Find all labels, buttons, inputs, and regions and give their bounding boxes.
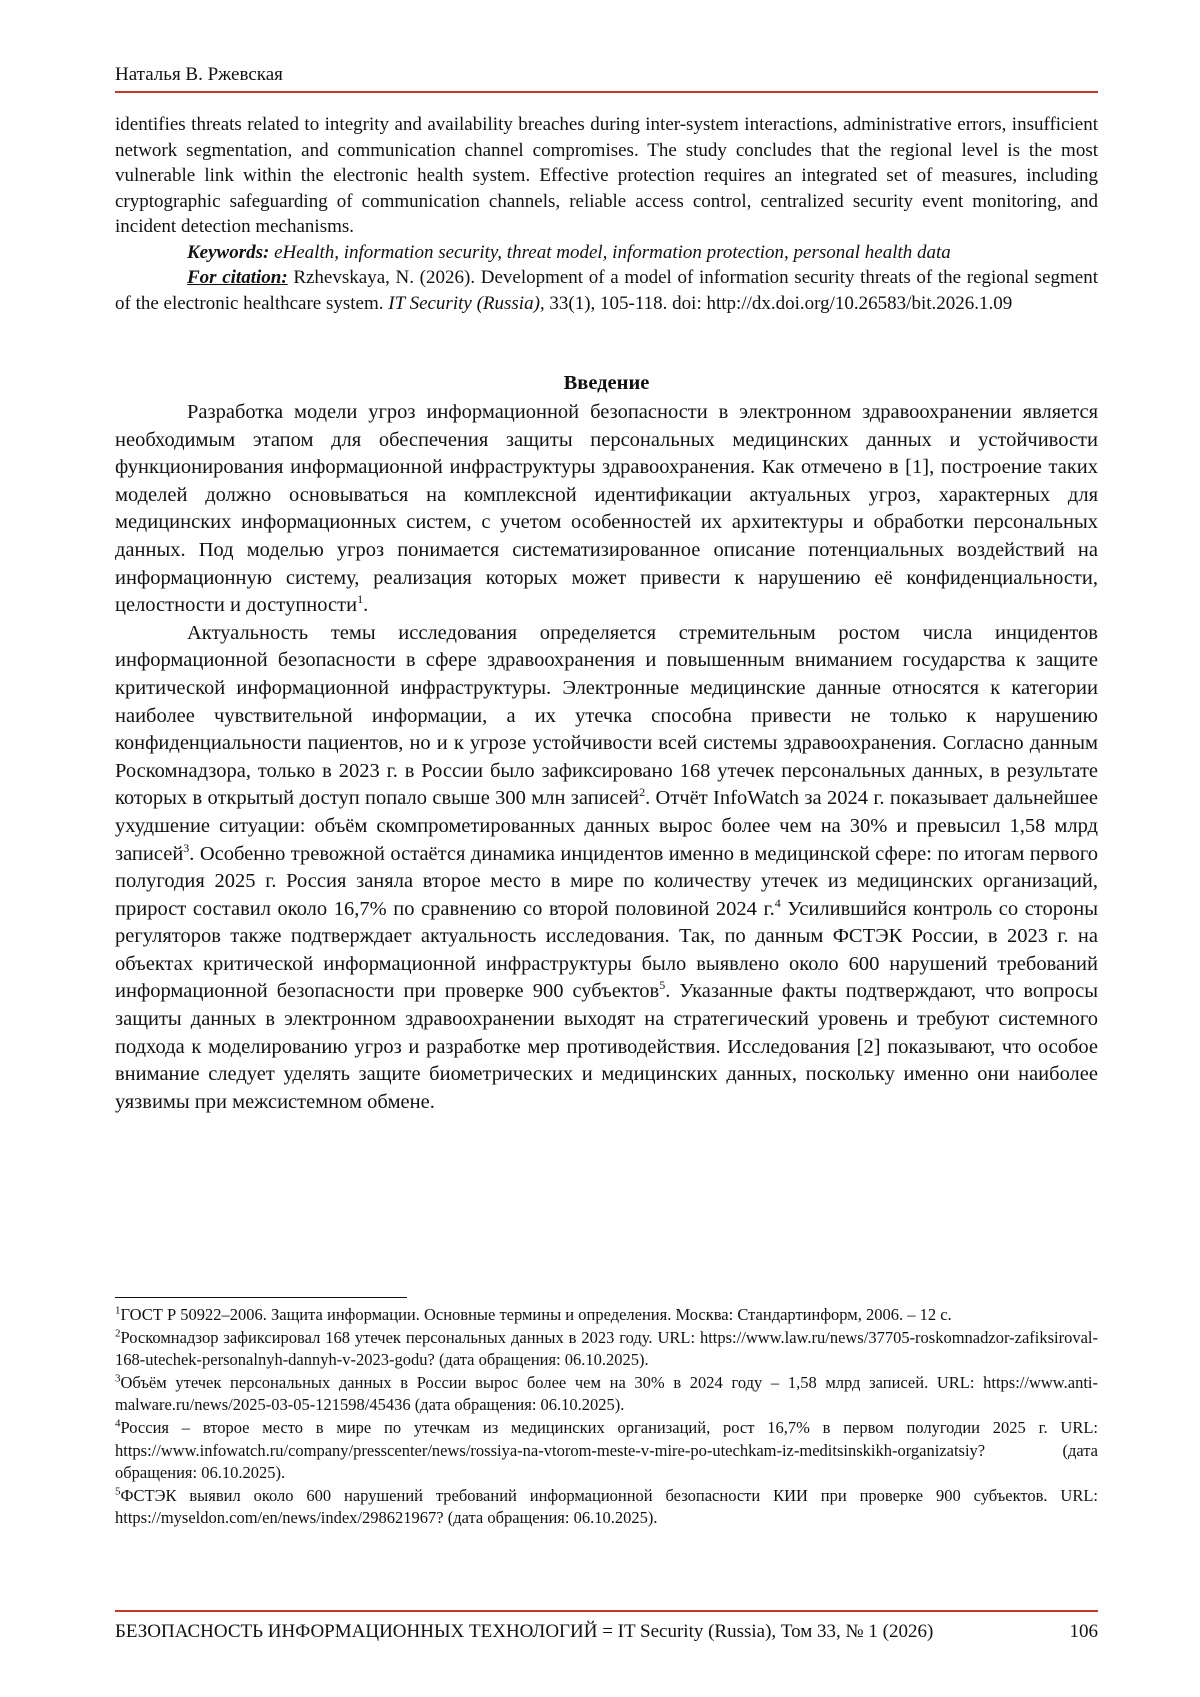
citation-label: For citation: xyxy=(187,267,288,288)
footnote-number: 4 xyxy=(115,1417,121,1430)
footnote-ref-5[interactable]: 5 xyxy=(659,978,666,993)
citation-line xyxy=(115,265,1098,316)
header-divider xyxy=(115,91,1098,93)
footnote-number: 2 xyxy=(115,1327,121,1340)
footnote-ref-3[interactable]: 3 xyxy=(183,840,190,855)
paragraph-2-text-e: . Указанные факты подтверждают, что вопросы защиты данных в электронном здравоохранении выходят на стратегический уровень и требуют системного подхода к моделированию угроз и разработке мер противодействия. Исследования [2] показывают, что особое внимание следует уделять защите биометрических и медицинских данных, поскольку именно они наиболее уязвимы при межсистемном обмене. xyxy=(115,980,1098,1113)
paragraph-1-text: Разработка модели угроз информационной безопасности в электронном здравоохранении является необходимым этапом для обеспечения защиты персональных медицинских данных и устойчивости функционирования информационной инфраструктуры здравоохранения. Как отмечено в [1], построение таких моделей должно основываться на комплексной идентификации актуальных угроз, характерных для медицинских информационных систем, с учетом особенностей их архитектуры и обработки персональных данных. Под моделью угроз понимается систематизированное описание потенциальных воздействий на информационную систему, реализация которых может привести к нарушению её конфиденциальности, целостности и доступности xyxy=(115,401,1098,617)
footnote-separator xyxy=(115,1297,407,1298)
footnote-number: 3 xyxy=(115,1372,121,1385)
footer-journal: БЕЗОПАСНОСТЬ ИНФОРМАЦИОННЫХ ТЕХНОЛОГИЙ = IT Security (Russia), Том 33, № 1 (2026) xyxy=(115,1621,934,1642)
footnote-ref-1[interactable]: 1 xyxy=(357,592,364,607)
abstract-block xyxy=(115,112,1098,316)
keywords-line xyxy=(115,240,1098,266)
footnote-1 xyxy=(115,1304,1098,1327)
footnote-2 xyxy=(115,1327,1098,1372)
citation-journal: IT Security (Russia), xyxy=(388,292,545,314)
paragraph-2-text-d: Усилившийся контроль со стороны регуляторов также подтверждает актуальность исследования. Так, по данным ФСТЭК России, в 2023 г. на объектах критической информационной инфраструктуры было выявлено около 600 нарушений требований информационной безопасности при проверке 900 субъектов xyxy=(115,897,1098,1003)
footnote-ref-4[interactable]: 4 xyxy=(774,895,781,910)
citation-tail: 33(1), 105-118. doi: http://dx.doi.org/10.26583/bit.2026.1.09 xyxy=(544,292,1013,314)
footnote-4 xyxy=(115,1417,1098,1485)
paragraph-2 xyxy=(115,620,1098,1117)
footnote-text: ФСТЭК выявил около 600 нарушений требований информационной безопасности КИИ при проверке 900 субъектов. URL: https://myseldon.com/en/news/index/298621967? (дата обращения: 06.10.2025). xyxy=(115,1485,1098,1528)
footnote-text: Объём утечек персональных данных в России вырос более чем на 30% в 2024 году – 1,58 млрд записей. URL: https://www.anti-malware.ru/news/2025-03-05-121598/45436 (дата обращения: 06.10.2025). xyxy=(115,1372,1098,1415)
footnote-text: Россия – второе место в мире по утечкам из медицинских организаций, рост 16,7% в первом полугодии 2025 г. URL: https://www.infowatch.ru/company/presscenter/news/rossiya-na-vtorom-meste-v-mire-po-utechkam-iz-meditsinskikh-organizatsiy? (дата обращения: 06.10.2025). xyxy=(115,1417,1098,1483)
footnotes xyxy=(115,1304,1098,1530)
footnote-number: 5 xyxy=(115,1485,121,1498)
footnote-text: ГОСТ Р 50922–2006. Защита информации. Основные термины и определения. Москва: Стандартинформ, 2006. – 12 с. xyxy=(120,1305,952,1324)
citation-text: Rzhevskaya, N. (2026). Development of a model of information security threats of the regional segment of the electronic healthcare system. xyxy=(115,267,1098,314)
paragraph-2-text-b: . Отчёт InfoWatch за 2024 г. показывает дальнейшее ухудшение ситуации: объём скомпрометированных данных вырос более чем на 30% и превысил 1,58 млрд записей xyxy=(115,787,1098,865)
footnote-ref-2[interactable]: 2 xyxy=(639,785,646,800)
footnote-3 xyxy=(115,1372,1098,1417)
paragraph-2-text-a: Актуальность темы исследования определяется стремительным ростом числа инцидентов информационной безопасности в сфере здравоохранения и повышенным вниманием государства к защите критической информационной инфраструктуры. Электронные медицинские данные относятся к категории наиболее чувствительной информации, а их утечка способна привести не только к нарушению конфиденциальности пациентов, но и к угрозе устойчивости всей системы здравоохранения. Согласно данным Роскомнадзора, только в 2023 г. в России было зафиксировано 168 утечек персональных данных, в результате которых в открытый доступ попало свыше 300 млн записей xyxy=(115,621,1098,810)
footnote-text: Роскомнадзор зафиксировал 168 утечек персональных данных в 2023 году. URL: https://www.law.ru/news/37705-roskomnadzor-zafiksiroval-168-utechek-personalnyh-dannyh-v-2023-godu? (дата обращения: 06.10.2025). xyxy=(115,1327,1098,1370)
page-number: 106 xyxy=(1069,1621,1098,1642)
footnote-number: 1 xyxy=(115,1304,121,1317)
running-header-author: Наталья В. Ржевская xyxy=(115,64,283,85)
section-title: Введение xyxy=(563,372,650,394)
paragraph-1-end: . xyxy=(363,594,369,617)
footnote-5 xyxy=(115,1485,1098,1530)
paragraph-1 xyxy=(115,399,1098,620)
body-text xyxy=(115,399,1098,1116)
abstract-text: identifies threats related to integrity and availability breaches during inter-system interactions, administrative errors, insufficient network segmentation, and communication channel compromises. The study concludes that the regional level is the most vulnerable link within the electronic health system. Effective protection requires an integrated set of measures, including cryptographic safeguarding of communication channels, reliable access control, centralized security event monitoring, and incident detection mechanisms. xyxy=(115,114,1098,237)
footer-divider xyxy=(115,1610,1098,1612)
keywords-label: Keywords: xyxy=(187,241,270,263)
keywords-text: eHealth, information security, threat model, information protection, personal health data xyxy=(269,241,951,263)
paragraph-2-text-c: . Особенно тревожной остаётся динамика инцидентов именно в медицинской сфере: по итогам первого полугодия 2025 г. Россия заняла второе место в мире по количеству утечек из медицинских организаций, прирост составил около 16,7% по сравнению со второй половиной 2024 г. xyxy=(115,842,1098,920)
